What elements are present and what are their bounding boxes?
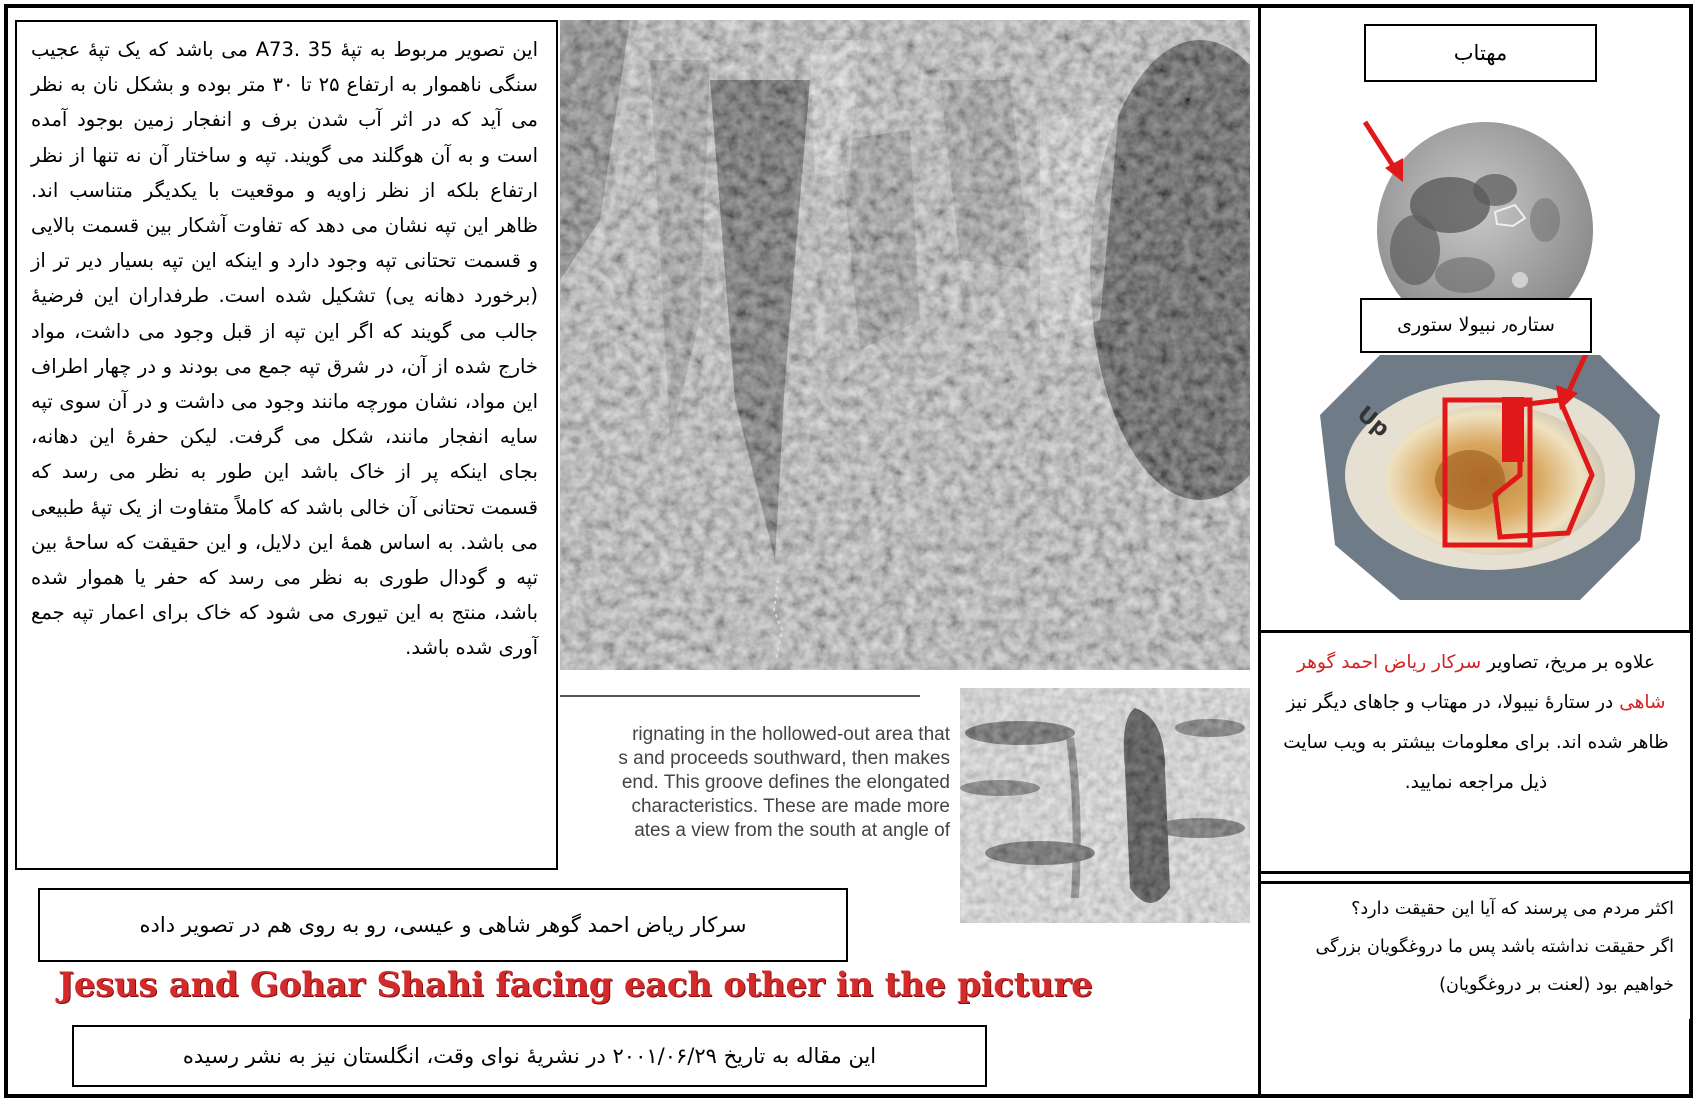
caption-fa: سرکار ریاض احمد گوهر شاهی و عیسی، رو به روی هم در تصویر داده bbox=[139, 913, 747, 937]
nebula-label: ستاره٫ نبیولا ستوری bbox=[1397, 314, 1555, 336]
article-text-box bbox=[15, 20, 558, 870]
info-text-box bbox=[1262, 633, 1690, 871]
moon-label: مهتاب bbox=[1453, 41, 1508, 65]
nebula-label-box bbox=[1360, 298, 1592, 353]
info-text-highlight: سرکار ریاض احمد گوهر شاهی bbox=[1296, 652, 1666, 713]
caption-fa-box bbox=[38, 888, 848, 962]
scan-divider bbox=[560, 695, 920, 697]
info-text-part2: در ستارۀ نیبولا، در مهتاب و جاهای دیگر نیز ظاهر شده اند. برای معلومات بیشتر به ویب سایت ذیل مراجعه نمایید. bbox=[1283, 692, 1669, 793]
publication-note: این مقاله به تاریخ ۲۰۰۱/۰۶/۲۹ در نشریۀ نوای وقت، انگلستان نیز به نشر رسیده bbox=[182, 1044, 877, 1068]
nebula-image bbox=[1320, 355, 1660, 600]
scan-caption-line: ates a view from the south at angle of bbox=[634, 820, 950, 840]
scan-caption-line: rignating in the hollowed-out area that bbox=[632, 724, 950, 745]
nebula-up-mark: Up bbox=[1352, 401, 1394, 443]
scan-caption-line: s and proceeds southward, then makes bbox=[618, 748, 950, 769]
question-text-box bbox=[1262, 884, 1690, 1019]
face-detail-scan-image bbox=[960, 688, 1250, 923]
question-line-2: اگر حقیقت نداشته باشد پس ما دروغگویان بزرگی خواهیم بود (لعنت بر دروغگویان) bbox=[1315, 937, 1674, 995]
caption-en-title: Jesus and Gohar Shahi facing each other in the picture bbox=[58, 965, 1093, 1005]
question-line-1: اکثر مردم می پرسند که آیا این حقیقت دارد؟ bbox=[1351, 899, 1674, 919]
scan-caption-line: characteristics. These are made more bbox=[631, 796, 950, 817]
mars-hill-scan-image bbox=[560, 20, 1250, 670]
moon-label-box bbox=[1364, 24, 1597, 82]
article-body: این تصویر مربوط به تپۀ A73. 35 می باشد که یک تپۀ عجیب سنگی ناهموار به ارتفاع ۲۵ تا ۳۰ متر بوده و بشکل نان به نظر می آید که در اثر آب شدن برف و انفجار زمین بوجود آمده است و به آن هوگلند می گویند. تپه و ساختار آن نه تنها از نظر ارتفاع بلکه از نظر زاویه و موقعیت با یکدیگر متناسب اند. ظاهر این تپه نشان می دهد که تفاوت آشکار بین قسمت بالایی و قسمت تحتانی تپه وجود دارد و اینکه این تپه بسیار دیر تر از (برخورد دهانه یی) تشکیل شده است. طرفداران این فرضیۀ جالب می گویند که اگر این تپه از قبل وجود می داشت، مواد خارج شده از آن، در شرق تپه جمع می بودند و در چهار اطراف این مواد، نشان مورچه مانند وجود می داشت و در آن سوی تپه سایه انفجار مانند، شکل می گرفت. لیکن حفرۀ این دهانه، بجای اینکه پر از خاک باشد این طور به نظر می رسد که قسمت تحتانی آن خالی باشد که کاملاً متفاوت از یک تپۀ طبیعی می باشد. به اساس همۀ این دلایل، و این حقیقت که ساحۀ بین تپه و گودال طوری به نظر می رسد که حفر یا هموار شده باشد، منتج به این تیوری می شود که خاک برای اعمار تپه جمع آوری شده باشد. bbox=[31, 38, 538, 660]
scan-caption-line: end. This groove defines the elongated bbox=[621, 772, 950, 793]
sidebar-divider bbox=[1258, 871, 1693, 874]
info-text-part1: علاوه بر مریخ، تصاویر bbox=[1481, 652, 1655, 673]
scan-caption-block bbox=[555, 720, 955, 840]
publication-note-box bbox=[72, 1025, 987, 1087]
